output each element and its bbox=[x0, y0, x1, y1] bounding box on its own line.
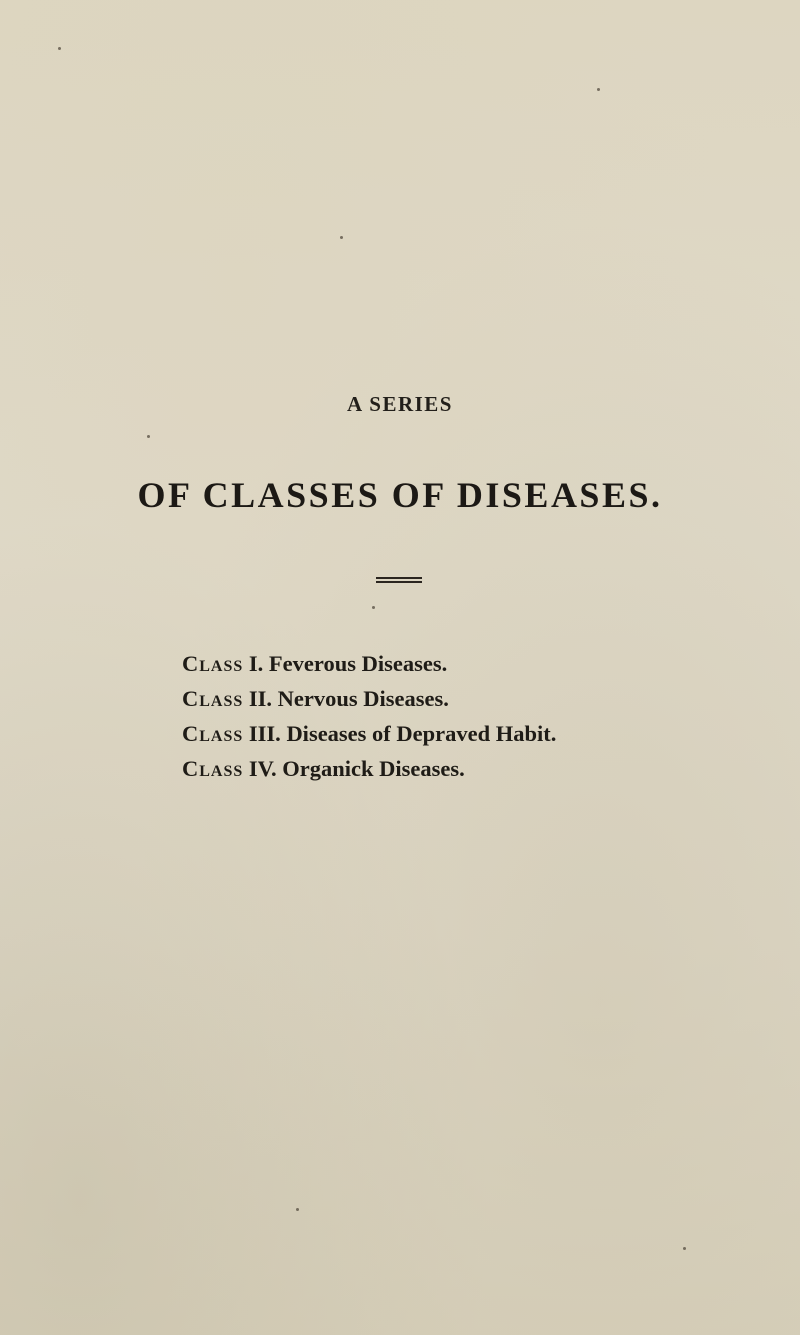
double-rule bbox=[376, 577, 422, 586]
class-name: Diseases of Depraved Habit. bbox=[286, 721, 557, 746]
class-word: Class bbox=[182, 756, 244, 781]
paper-speck bbox=[296, 1208, 299, 1211]
class-item bbox=[182, 751, 742, 786]
class-numeral: IV. bbox=[248, 756, 277, 781]
rule-line bbox=[376, 581, 422, 583]
class-word: Class bbox=[182, 721, 244, 746]
class-word: Class bbox=[182, 686, 244, 711]
paper-speck bbox=[340, 236, 343, 239]
class-item bbox=[182, 681, 742, 716]
paper-speck bbox=[683, 1247, 686, 1250]
class-numeral: I. bbox=[248, 651, 264, 676]
class-list bbox=[182, 646, 742, 786]
class-item bbox=[182, 716, 742, 751]
class-item bbox=[182, 646, 742, 681]
class-word: Class bbox=[182, 651, 244, 676]
class-numeral: III. bbox=[248, 721, 281, 746]
paper-speck bbox=[147, 435, 150, 438]
series-heading: A SERIES bbox=[347, 392, 453, 416]
class-numeral: II. bbox=[248, 686, 273, 711]
class-name: Feverous Diseases. bbox=[268, 651, 448, 676]
class-name: Organick Diseases. bbox=[282, 756, 465, 781]
main-title: OF CLASSES OF DISEASES. bbox=[137, 475, 663, 515]
rule-line bbox=[376, 577, 422, 579]
paper-speck bbox=[58, 47, 61, 50]
paper-speck bbox=[597, 88, 600, 91]
paper-speck bbox=[372, 606, 375, 609]
class-name: Nervous Diseases. bbox=[277, 686, 449, 711]
